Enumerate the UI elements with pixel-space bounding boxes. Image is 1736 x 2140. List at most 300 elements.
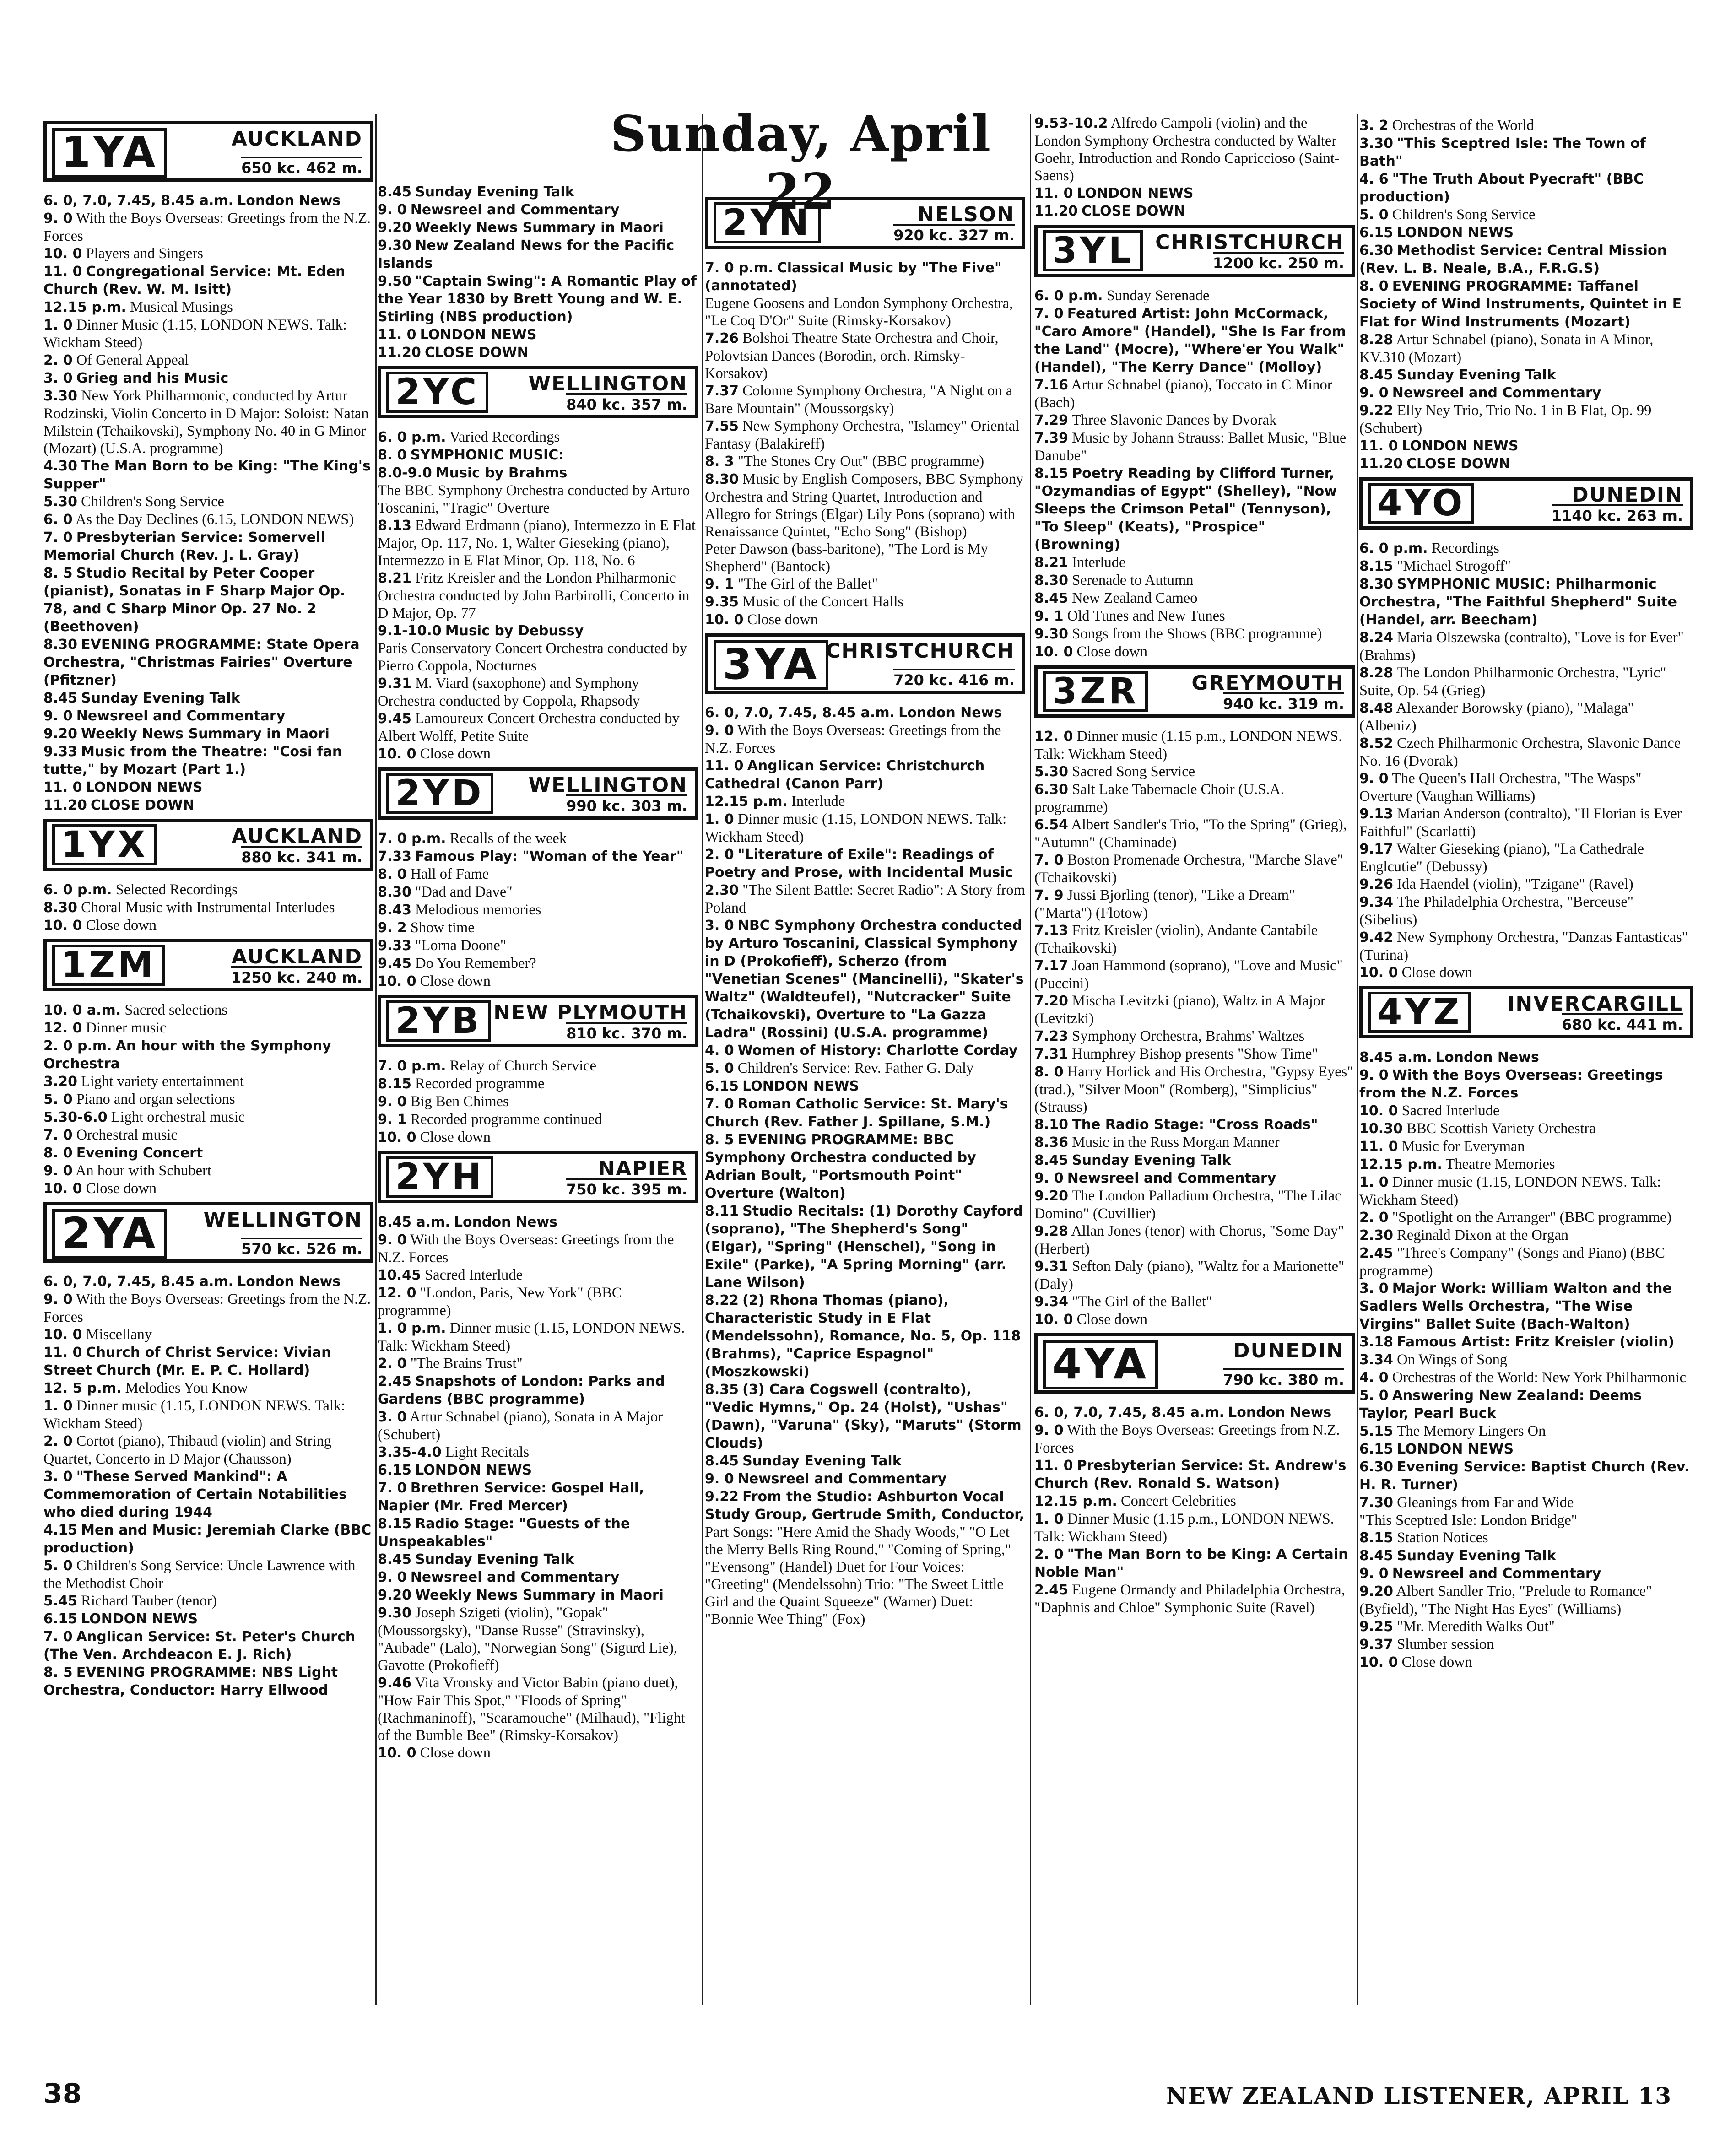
entry-time: 10.30 bbox=[1359, 1121, 1403, 1137]
entry-text: Children's Service: Rev. Father G. Daly bbox=[737, 1060, 974, 1076]
programme-entry bbox=[378, 183, 698, 201]
entry-text: Poetry Reading by Clifford Turner, "Ozymandias of Egypt" (Shelley), "Now Sleeps the Crimson Petal" (Tennyson), "To Sleep" (Keats), "Prospice" (Browning) bbox=[1034, 465, 1337, 553]
entry-time: 9.46 bbox=[378, 1675, 412, 1691]
column-4 bbox=[1034, 114, 1355, 1616]
entry-time: 11.20 bbox=[1034, 203, 1078, 219]
entry-time: 10. 0 bbox=[43, 246, 82, 262]
programme-entry bbox=[1034, 922, 1355, 957]
entry-time: 12. 5 p.m. bbox=[43, 1380, 122, 1396]
entry-time: 3.35-4.0 bbox=[378, 1444, 442, 1460]
entry-time: 9. 0 bbox=[43, 211, 73, 227]
entry-text: Paris Conservatory Concert Orchestra conducted by Pierro Coppola, Nocturnes bbox=[378, 640, 687, 674]
entry-text: Congregational Service: Mt. Eden Church (Rev. W. M. Isitt) bbox=[43, 264, 346, 297]
entry-time: 10. 0 bbox=[43, 1181, 82, 1197]
entry-time: 2. 0 bbox=[1359, 1210, 1389, 1226]
programme-entry bbox=[378, 937, 698, 955]
entry-text: Choral Music with Instrumental Interludes bbox=[81, 899, 335, 916]
programme-entry bbox=[1359, 170, 1693, 206]
entry-time: 3. 0 bbox=[1359, 1281, 1389, 1297]
entry-time: 9. 0 bbox=[705, 723, 734, 739]
programme-entry bbox=[1359, 455, 1693, 473]
entry-time: 9. 0 bbox=[1359, 1566, 1389, 1582]
programme-entry bbox=[43, 351, 373, 369]
programme-entry bbox=[1359, 224, 1693, 242]
entry-time: 8. 5 bbox=[43, 1664, 73, 1681]
column-5 bbox=[1359, 117, 1693, 1671]
entry-text: Albert Sandler's Trio, "To the Spring" (Grieg), "Autumn" (Chaminade) bbox=[1034, 816, 1347, 851]
page-title: Sunday, April 22 bbox=[610, 105, 992, 221]
entry-text: Players and Singers bbox=[86, 245, 203, 262]
programme-entry bbox=[1359, 1333, 1693, 1351]
programme-entry bbox=[378, 237, 698, 272]
entry-text: The Man Born to be King: "The King's Supper" bbox=[43, 458, 371, 492]
entry-text: Newsreel and Commentary bbox=[1392, 1566, 1601, 1582]
station-header bbox=[378, 767, 698, 820]
entry-text: Church of Christ Service: Vivian Street Church (Mr. E. P. C. Hollard) bbox=[43, 1345, 331, 1378]
station-frequency: 990 kc. 303 m. bbox=[566, 794, 687, 815]
entry-text: Close down bbox=[1401, 1654, 1472, 1670]
entry-text: As the Day Declines (6.15, LONDON NEWS) bbox=[75, 511, 354, 528]
entry-time: 11.20 bbox=[378, 345, 421, 361]
entry-text: Colonne Symphony Orchestra, "A Night on a Bare Mountain" (Moussorgsky) bbox=[705, 383, 1013, 417]
entry-text: Ida Haendel (violin), "Tzigane" (Ravel) bbox=[1397, 876, 1633, 892]
entry-time: 7. 0 bbox=[43, 530, 73, 546]
entry-text: Sunday Evening Talk bbox=[415, 184, 574, 200]
entry-text: Recorded programme continued bbox=[410, 1111, 602, 1128]
entry-time: 2. 0 bbox=[378, 1356, 407, 1372]
programme-entry bbox=[1359, 242, 1693, 277]
entry-time: 2.45 bbox=[1034, 1582, 1069, 1598]
entry-text: Artur Schnabel (piano), Sonata in A Minor, KV.310 (Mozart) bbox=[1359, 331, 1654, 366]
entry-time: 6. 0 p.m. bbox=[378, 429, 446, 445]
entry-time: 8.0-9.0 bbox=[378, 465, 432, 481]
programme-entry bbox=[378, 1744, 698, 1762]
programme-entry bbox=[43, 192, 373, 210]
entry-time: 5.30 bbox=[1034, 764, 1069, 780]
entry-text: Dinner music (1.15, LONDON NEWS. Talk: Wickham Steed) bbox=[1359, 1174, 1661, 1208]
entry-text: "The Silent Battle: Secret Radio": A Story from Poland bbox=[705, 882, 1025, 916]
entry-time: 2. 0 bbox=[43, 352, 73, 368]
entry-text: Close down bbox=[1401, 964, 1472, 981]
entry-text: Dinner music (1.15, LONDON NEWS. Talk: Wickham Steed) bbox=[705, 811, 1007, 845]
entry-text: London News bbox=[237, 1274, 341, 1290]
programme-entry bbox=[1359, 402, 1693, 437]
entry-text: Weekly News Summary in Maori bbox=[81, 726, 330, 742]
column-1 bbox=[43, 117, 373, 1699]
programme-entry bbox=[1034, 643, 1355, 661]
entry-time: 5. 0 bbox=[43, 1092, 73, 1108]
entry-time: 8.28 bbox=[1359, 665, 1394, 681]
entry-text: Recalls of the week bbox=[449, 830, 567, 847]
entry-time: 2.30 bbox=[1359, 1227, 1394, 1243]
entry-text: LONDON NEWS bbox=[81, 1611, 198, 1627]
entry-text: Concert Celebrities bbox=[1121, 1493, 1236, 1509]
programme-entry bbox=[378, 883, 698, 901]
programme-entry bbox=[705, 382, 1025, 417]
entry-text: EVENING PROGRAMME: State Opera Orchestra, "Christmas Fairies" Overture (Pfitzner) bbox=[43, 637, 360, 688]
entry-time: 9.35 bbox=[705, 594, 739, 610]
entry-time: 6. 0, 7.0, 7.45, 8.45 a.m. bbox=[1034, 1405, 1225, 1421]
entry-time: 3. 0 bbox=[705, 918, 734, 934]
programme-entry bbox=[43, 1180, 373, 1198]
entry-time: 7. 0 p.m. bbox=[378, 1058, 446, 1074]
entry-time: 9.20 bbox=[378, 220, 412, 236]
programme-entry bbox=[378, 569, 698, 622]
entry-time: 6.15 bbox=[705, 1078, 739, 1094]
programme-entry bbox=[1034, 184, 1355, 202]
entry-time: 8.45 bbox=[1034, 590, 1069, 606]
entry-time: 5. 0 bbox=[705, 1060, 734, 1076]
entry-text: Sunday Evening Talk bbox=[415, 1551, 574, 1567]
entry-text: Eugene Ormandy and Philadelphia Orchestra, "Daphnis and Chloe" Symphonic Suite (Ravel) bbox=[1034, 1582, 1345, 1616]
entry-text: Salt Lake Tabernacle Choir (U.S.A. programme) bbox=[1034, 781, 1284, 816]
entry-text: Artur Schnabel (piano), Toccato in C Minor (Bach) bbox=[1034, 377, 1332, 411]
entry-time: 3.30 bbox=[1359, 135, 1394, 151]
entry-time: 2.45 bbox=[1359, 1245, 1394, 1261]
entry-text: Dinner music (1.15, LONDON NEWS. Talk: Wickham Steed) bbox=[378, 1320, 685, 1354]
entry-text: Close down bbox=[86, 1180, 157, 1197]
entry-time: 9. 0 bbox=[1034, 1170, 1064, 1186]
entry-text: Piano and organ selections bbox=[76, 1091, 235, 1108]
entry-time: 9. 0 bbox=[1034, 1422, 1064, 1438]
entry-time: 6. 0 p.m. bbox=[43, 882, 112, 898]
entry-text: Answering New Zealand: Deems Taylor, Pearl Buck bbox=[1359, 1388, 1642, 1421]
programme-entry bbox=[1359, 1173, 1693, 1209]
entry-text: Anglican Service: St. Peter's Church (The Ven. Archdeacon E. J. Rich) bbox=[43, 1629, 356, 1663]
entry-time: 9.30 bbox=[1034, 626, 1069, 642]
programme-entry bbox=[1034, 1311, 1355, 1329]
programme-entry bbox=[1359, 1618, 1693, 1636]
programme-entry bbox=[1034, 1581, 1355, 1616]
entry-text: Old Tunes and New Tunes bbox=[1067, 608, 1225, 624]
programme-entry bbox=[378, 517, 698, 569]
entry-text: EVENING PROGRAMME: Taffanel Society of Wind Instruments, Quintet in E Flat for Wind Instruments (Mozart) bbox=[1359, 278, 1682, 330]
entry-text: Grieg and his Music bbox=[76, 370, 229, 386]
entry-time: 7. 0 p.m. bbox=[705, 260, 773, 276]
entry-time: 2. 0 bbox=[705, 847, 734, 863]
programme-entry bbox=[378, 1129, 698, 1146]
programme-entry bbox=[1359, 1458, 1693, 1494]
programme-entry bbox=[1359, 437, 1693, 455]
entry-time: 11. 0 bbox=[1359, 1139, 1398, 1155]
station-frequency: 720 kc. 416 m. bbox=[893, 669, 1015, 689]
entry-time: 3. 2 bbox=[1359, 118, 1389, 134]
programme-entry bbox=[43, 881, 373, 899]
entry-text: "Literature of Exile": Readings of Poetry and Prose, with Incidental Music bbox=[705, 847, 1013, 881]
entry-time: 3. 0 bbox=[43, 1469, 73, 1485]
entry-time: 9. 0 bbox=[378, 1094, 407, 1110]
programme-entry bbox=[1359, 805, 1693, 840]
programme-entry bbox=[378, 1586, 698, 1604]
station-callsign: 2YA bbox=[52, 1209, 167, 1259]
entry-text: Close down bbox=[86, 917, 157, 934]
programme-entry bbox=[43, 1397, 373, 1432]
entry-text: Miscellany bbox=[86, 1326, 152, 1343]
entry-text: Newsreel and Commentary bbox=[1067, 1170, 1276, 1186]
entry-time: 5.45 bbox=[43, 1593, 78, 1609]
entry-text: Close down bbox=[1076, 1311, 1147, 1328]
entry-time: 7. 0 bbox=[1034, 852, 1064, 868]
entry-time: 9.31 bbox=[1034, 1259, 1069, 1275]
entry-time: 7.55 bbox=[705, 418, 739, 434]
programme-entry bbox=[1359, 1369, 1693, 1387]
entry-text: Light Recitals bbox=[445, 1444, 529, 1460]
programme-entry bbox=[705, 1488, 1025, 1524]
entry-text: Orchestras of the World bbox=[1392, 117, 1534, 134]
entry-time: 7. 0 bbox=[1034, 306, 1064, 322]
entry-time: 6. 0, 7.0, 7.45, 8.45 a.m. bbox=[705, 705, 895, 721]
station-header bbox=[1034, 1333, 1355, 1394]
programme-entry bbox=[43, 1557, 373, 1592]
entry-time: 6.30 bbox=[1359, 1459, 1394, 1475]
entry-time: 2. 0 p.m. bbox=[43, 1038, 112, 1054]
programme-entry bbox=[1359, 540, 1693, 557]
entry-text: LONDON NEWS bbox=[1076, 185, 1194, 201]
entry-time: 7. 0 bbox=[43, 1127, 73, 1143]
programme-entry bbox=[1034, 1421, 1355, 1457]
entry-text: New Symphony Orchestra, "Islamey" Oriental Fantasy (Balakireff) bbox=[705, 418, 1020, 452]
entry-text: Theatre Memories bbox=[1445, 1156, 1555, 1173]
entry-text: Sefton Daly (piano), "Waltz for a Marionette" (Daly) bbox=[1034, 1258, 1345, 1292]
programme-entry bbox=[43, 1468, 373, 1521]
programme-entry bbox=[378, 955, 698, 973]
entry-time: 8.45 bbox=[43, 690, 78, 706]
entry-text: Do You Remember? bbox=[415, 955, 536, 972]
entry-text: "This Sceptred Isle: London Bridge" bbox=[1359, 1512, 1578, 1529]
programme-entry bbox=[1359, 664, 1693, 699]
entry-time: 7. 0 p.m. bbox=[378, 831, 446, 847]
programme-entry bbox=[705, 417, 1025, 453]
column-2 bbox=[378, 183, 698, 1762]
station-callsign: 1YA bbox=[52, 128, 167, 178]
programme-entry bbox=[378, 919, 698, 937]
entry-time: 11.20 bbox=[1359, 456, 1403, 472]
entry-text: Big Ben Chimes bbox=[410, 1093, 509, 1110]
entry-text: CLOSE DOWN bbox=[1082, 203, 1185, 219]
entry-text: Dinner Music (1.15 p.m., LONDON NEWS. Talk: Wickham Steed) bbox=[1034, 1511, 1334, 1545]
entry-time: 9.22 bbox=[1359, 403, 1394, 419]
entry-time: 8. 0 bbox=[1359, 278, 1389, 294]
programme-entry bbox=[378, 901, 698, 919]
programme-entry bbox=[43, 1326, 373, 1344]
entry-time: 9. 0 bbox=[378, 1569, 407, 1585]
programme-entry bbox=[378, 1075, 698, 1093]
entry-text: An hour with Schubert bbox=[75, 1162, 211, 1179]
programme-entry bbox=[1034, 607, 1355, 625]
entry-time: 7.31 bbox=[1034, 1046, 1069, 1062]
entry-time: 9.20 bbox=[1359, 1583, 1394, 1600]
entry-text: Music in the Russ Morgan Manner bbox=[1072, 1134, 1280, 1151]
programme-entry bbox=[378, 1319, 698, 1355]
entry-text: Music by Brahms bbox=[435, 465, 568, 481]
entry-text: BBC Scottish Variety Orchestra bbox=[1406, 1120, 1596, 1137]
entry-text: EVENING PROGRAMME: BBC Symphony Orchestra conducted by Adrian Boult, "Portsmouth Point" Overture (Walton) bbox=[705, 1132, 976, 1201]
programme-entry bbox=[378, 1355, 698, 1373]
station-callsign: 4YA bbox=[1043, 1340, 1158, 1389]
programme-entry bbox=[43, 1291, 373, 1326]
entry-text: Brethren Service: Gospel Hall, Napier (Mr. Fred Mercer) bbox=[378, 1480, 644, 1514]
entry-text: "Captain Swing": A Romantic Play of the Year 1830 by Brett Young and W. E. Stirling (NBS production) bbox=[378, 273, 697, 325]
entry-time: 9. 2 bbox=[378, 920, 407, 936]
station-callsign: 1ZM bbox=[52, 945, 165, 986]
entry-text: Orchestral music bbox=[76, 1127, 178, 1143]
programme-entry bbox=[378, 1284, 698, 1319]
entry-text: Women of History: Charlotte Corday bbox=[737, 1043, 1018, 1059]
entry-text: Men and Music: Jeremiah Clarke (BBC production) bbox=[43, 1522, 372, 1556]
entry-text: Fritz Kreisler and the London Philharmonic Orchestra conducted by John Barbirolli, Concerto in D Major, Op. 77 bbox=[378, 570, 690, 621]
programme-entry bbox=[1359, 1547, 1693, 1565]
programme-entry bbox=[378, 1213, 698, 1231]
programme-entry bbox=[1359, 893, 1693, 929]
entry-time: 12.15 p.m. bbox=[705, 794, 788, 810]
entry-time: 9.20 bbox=[378, 1587, 412, 1603]
entry-text: Interlude bbox=[1072, 554, 1126, 571]
entry-text: The London Philharmonic Orchestra, "Lyric" Suite, Op. 54 (Grieg) bbox=[1359, 665, 1666, 699]
entry-time: 7.13 bbox=[1034, 923, 1069, 939]
entry-text: Anglican Service: Christchurch Cathedral (Canon Parr) bbox=[705, 758, 985, 792]
programme-entry bbox=[43, 1664, 373, 1699]
entry-time: 11. 0 bbox=[1034, 1458, 1073, 1474]
entry-text: Sacred selections bbox=[124, 1002, 228, 1018]
entry-time: 8. 0 bbox=[378, 866, 407, 882]
entry-time: 9. 1 bbox=[705, 576, 734, 592]
programme-entry bbox=[43, 369, 373, 387]
entry-time: 9.53-10.2 bbox=[1034, 115, 1108, 131]
programme-entry bbox=[705, 1381, 1025, 1452]
entry-time: 9.33 bbox=[378, 938, 412, 954]
entry-time: 11. 0 bbox=[705, 758, 744, 774]
programme-entry bbox=[378, 675, 698, 710]
entry-time: 10. 0 bbox=[378, 973, 416, 989]
programme-entry bbox=[705, 1292, 1025, 1381]
entry-time: 8. 3 bbox=[705, 454, 734, 470]
entry-text: Marian Anderson (contralto), "Il Florian is Ever Faithful" (Scarlatti) bbox=[1359, 805, 1682, 840]
station-city: WELLINGTON bbox=[528, 372, 687, 395]
programme-entry bbox=[1034, 1134, 1355, 1151]
entry-text: Children's Song Service bbox=[81, 493, 224, 510]
entry-text: "The Stones Cry Out" (BBC programme) bbox=[737, 453, 984, 470]
station-callsign: 3YL bbox=[1043, 230, 1143, 271]
entry-text: "The Brains Trust" bbox=[410, 1355, 523, 1372]
entry-text: Sunday Evening Talk bbox=[1397, 367, 1556, 383]
entry-time: 11.20 bbox=[43, 797, 87, 813]
programme-entry bbox=[378, 745, 698, 763]
programme-entry bbox=[705, 453, 1025, 470]
entry-text: Reginald Dixon at the Organ bbox=[1397, 1227, 1569, 1243]
programme-entry bbox=[43, 1019, 373, 1037]
programme-entry bbox=[1359, 1138, 1693, 1156]
entry-text: Newsreel and Commentary bbox=[737, 1471, 947, 1487]
entry-text: Newsreel and Commentary bbox=[1392, 385, 1601, 401]
programme-entry bbox=[1359, 1066, 1693, 1102]
programme-entry bbox=[1034, 816, 1355, 851]
entry-time: 8.10 bbox=[1034, 1117, 1069, 1133]
entry-text: Light variety entertainment bbox=[81, 1073, 244, 1090]
entry-time: 11. 0 bbox=[43, 1345, 82, 1361]
entry-time: 8.30 bbox=[705, 471, 739, 487]
station-frequency: 810 kc. 370 m. bbox=[566, 1022, 687, 1042]
programme-entry bbox=[1034, 1045, 1355, 1063]
entry-time: 8. 0 bbox=[1034, 1064, 1064, 1080]
programme-entry bbox=[1359, 1156, 1693, 1173]
programme-entry bbox=[705, 722, 1025, 757]
entry-text: Musical Musings bbox=[130, 299, 233, 315]
programme-entry bbox=[43, 1432, 373, 1468]
entry-time: 8.15 bbox=[1359, 1530, 1394, 1546]
entry-time: 11. 0 bbox=[1359, 438, 1398, 454]
entry-text: Music by English Composers, BBC Symphony Orchestra and String Quartet, Introduction and Allegro for Strings (Elgar) Lily Pons (soprano) with Renaissance Quintet, "Echo Song" (Bishop) bbox=[705, 471, 1024, 540]
entry-time: 8. 5 bbox=[43, 565, 73, 581]
programme-entry bbox=[1034, 1151, 1355, 1169]
entry-text: London News bbox=[237, 193, 341, 209]
programme-entry bbox=[378, 710, 698, 745]
entry-text: Fritz Kreisler (violin), Andante Cantabile (Tchaikovski) bbox=[1034, 922, 1318, 957]
page-number: 38 bbox=[43, 2078, 82, 2110]
station-city: AUCKLAND bbox=[231, 825, 362, 848]
programme-entry bbox=[378, 865, 698, 883]
entry-time: 2. 0 bbox=[1034, 1546, 1064, 1562]
programme-entry bbox=[1359, 929, 1693, 964]
programme-entry bbox=[705, 470, 1025, 540]
programme-entry bbox=[43, 316, 373, 351]
entry-text: The BBC Symphony Orchestra conducted by Arturo Toscanini, "Tragic" Overture bbox=[378, 482, 690, 516]
entry-text: New York Philharmonic, conducted by Artur Rodzinski, Violin Concerto in D Major: Soloist: Natan Milstein (Tchaikovski), Symphony No. 40 in G Minor (Mozart) (U.S.A. programme) bbox=[43, 388, 369, 457]
programme-entry bbox=[1359, 875, 1693, 893]
programme-entry bbox=[43, 917, 373, 935]
entry-text: LONDON NEWS bbox=[1397, 225, 1514, 241]
station-frequency: 650 kc. 462 m. bbox=[241, 157, 362, 177]
programme-entry bbox=[1359, 1227, 1693, 1244]
entry-text: Maria Olszewska (contralto), "Love is for Ever" (Brahms) bbox=[1359, 629, 1684, 664]
programme-entry bbox=[43, 210, 373, 245]
entry-time: 6. 0, 7.0, 7.45, 8.45 a.m. bbox=[43, 193, 234, 209]
entry-text: Station Notices bbox=[1397, 1529, 1488, 1546]
programme-entry bbox=[1359, 366, 1693, 384]
entry-text: Of General Appeal bbox=[76, 352, 189, 368]
entry-time: 11. 0 bbox=[378, 327, 416, 343]
programme-entry bbox=[1359, 1120, 1693, 1138]
station-header bbox=[378, 366, 698, 418]
entry-text: Walter Gieseking (piano), "La Cathedrale Englcutie" (Debussy) bbox=[1359, 841, 1644, 875]
station-header bbox=[705, 197, 1025, 249]
entry-text: Newsreel and Commentary bbox=[410, 1569, 620, 1585]
entry-time: 7. 9 bbox=[1034, 887, 1064, 903]
station-header bbox=[1034, 225, 1355, 277]
entry-time: 7.30 bbox=[1359, 1495, 1394, 1511]
programme-entry bbox=[705, 540, 1025, 575]
entry-text: EVENING PROGRAMME: NBS Light Orchestra, Conductor: Harry Ellwood bbox=[43, 1664, 338, 1698]
entry-text: Bolshoi Theatre State Orchestra and Choir, Polovtsian Dances (Borodin, orch. Rimsky-Korsakov) bbox=[705, 330, 999, 382]
entry-text: "Mr. Meredith Walks Out" bbox=[1397, 1618, 1555, 1635]
programme-entry bbox=[705, 704, 1025, 722]
station-frequency: 790 kc. 380 m. bbox=[1223, 1368, 1344, 1389]
station-header bbox=[1359, 477, 1693, 530]
entry-time: 12. 0 bbox=[43, 1020, 82, 1036]
entry-text: Gleanings from Far and Wide bbox=[1397, 1494, 1574, 1511]
station-frequency: 1200 kc. 250 m. bbox=[1213, 252, 1344, 272]
programme-entry bbox=[1034, 1293, 1355, 1311]
entry-time: 6. 0, 7.0, 7.45, 8.45 a.m. bbox=[43, 1274, 234, 1290]
entry-time: 8.21 bbox=[378, 570, 412, 586]
programme-entry bbox=[1359, 557, 1693, 575]
column-rule bbox=[375, 114, 377, 2005]
programme-entry bbox=[378, 446, 698, 464]
entry-time: 3.30 bbox=[43, 388, 78, 404]
entry-text: Weekly News Summary in Maori bbox=[415, 1587, 664, 1603]
entry-text: Newsreel and Commentary bbox=[76, 708, 286, 724]
programme-entry bbox=[43, 1126, 373, 1144]
entry-time: 8. 0 bbox=[43, 1145, 73, 1161]
